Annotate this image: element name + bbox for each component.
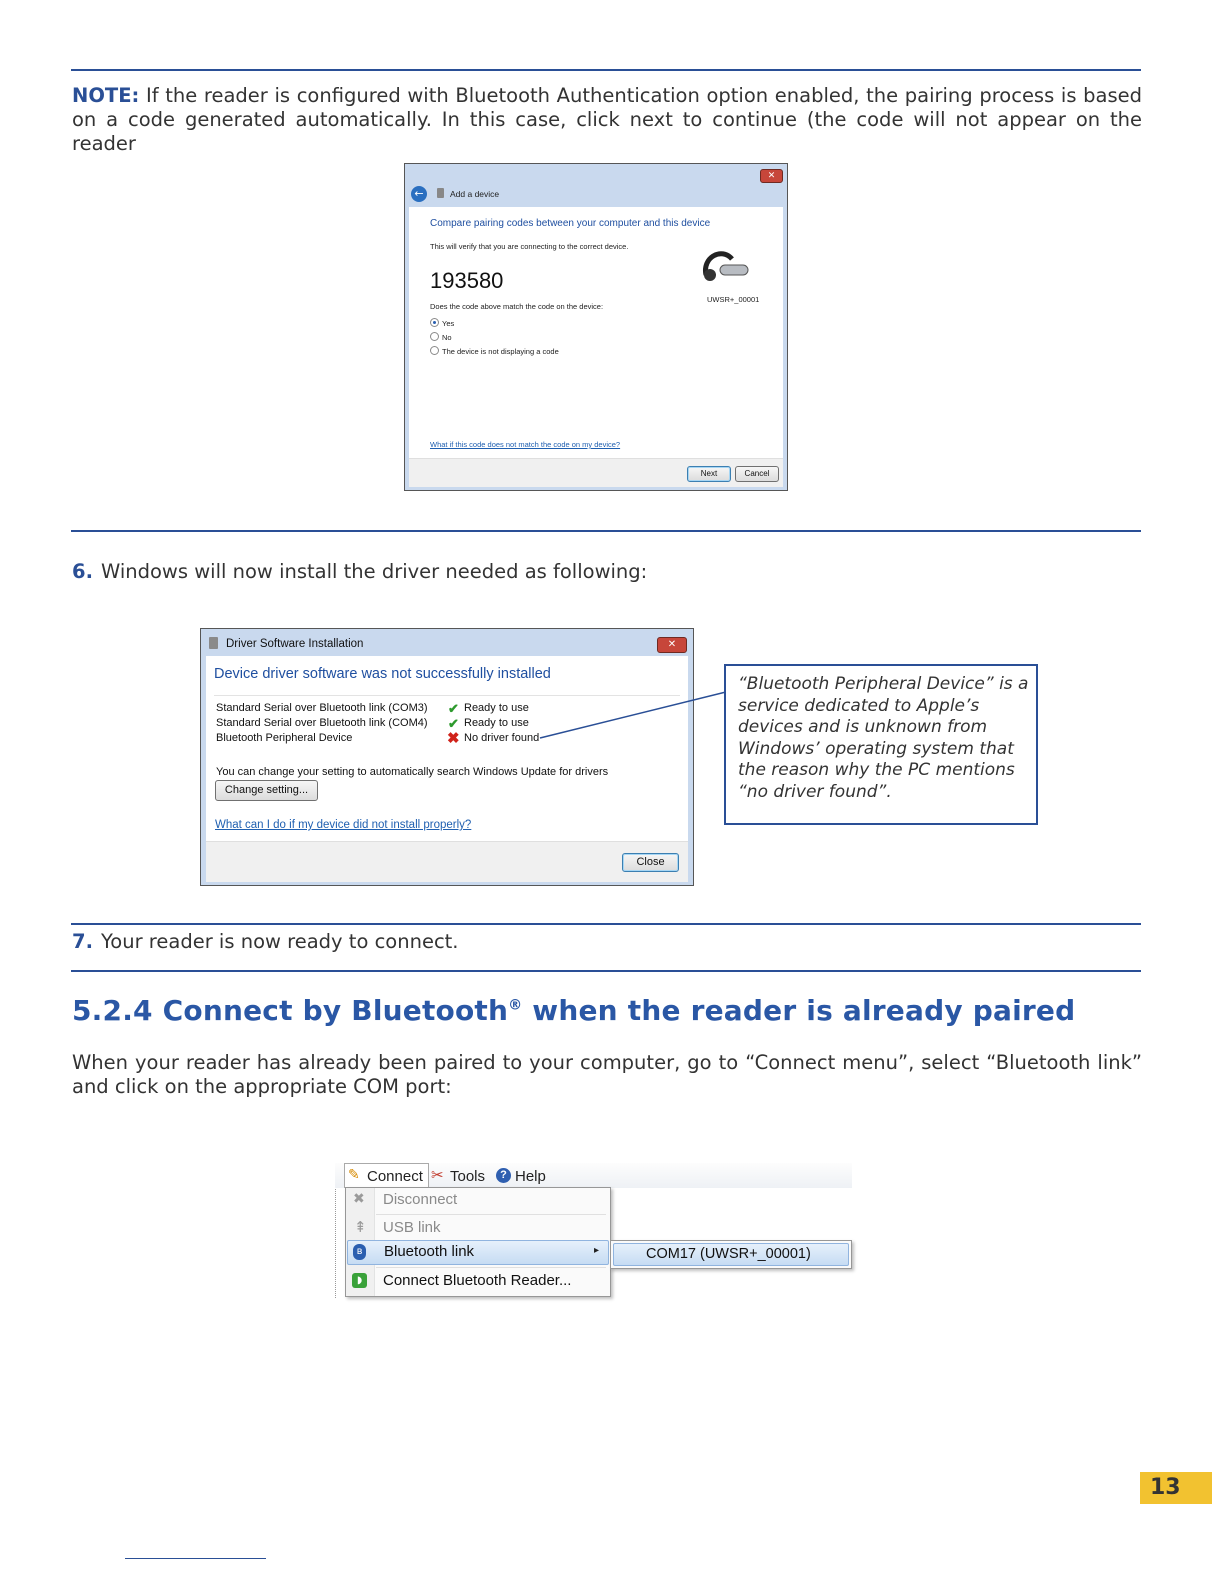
callout-box xyxy=(724,664,1038,825)
device-name: UWSR+_00001 xyxy=(707,295,760,304)
disconnect-icon: ✖ xyxy=(353,1191,365,1207)
menu-connect[interactable]: Connect xyxy=(367,1168,423,1185)
driver-heading: Device driver software was not successfully installed xyxy=(214,666,551,682)
step-7-text: Your reader is now ready to connect. xyxy=(100,930,459,953)
driver-dialog-title: Driver Software Installation xyxy=(226,638,364,650)
change-setting-button[interactable]: Change setting... xyxy=(215,780,318,801)
menu-tools[interactable]: Tools xyxy=(450,1168,486,1185)
close-icon[interactable]: ✕ xyxy=(657,637,687,653)
code-mismatch-link[interactable]: What if this code does not match the code on my device? xyxy=(430,440,621,449)
device-row-1-name: Standard Serial over Bluetooth link (COM3) xyxy=(216,702,428,714)
menu-separator xyxy=(376,1267,606,1268)
registered-mark: ® xyxy=(508,997,523,1014)
back-arrow-icon[interactable]: ← xyxy=(411,186,427,202)
check-icon: ✔ xyxy=(448,701,459,716)
pairing-question: Does the code above match the code on the device: xyxy=(430,302,604,311)
usb-icon: ⇞ xyxy=(354,1218,367,1236)
check-icon: ✔ xyxy=(448,716,459,731)
driver-help-link[interactable]: What can I do if my device did not install properly? xyxy=(215,819,472,831)
menu-help[interactable]: Help xyxy=(515,1168,546,1185)
device-row-1-status: Ready to use xyxy=(464,702,529,714)
menu-separator xyxy=(376,1214,606,1215)
menu-item-disconnect-label: Disconnect xyxy=(383,1191,458,1208)
device-row-2-name: Standard Serial over Bluetooth link (COM4) xyxy=(216,717,428,729)
dialog-title: Add a device xyxy=(450,189,500,199)
menu-item-bluetooth[interactable] xyxy=(347,1240,609,1265)
device-row-3-status: No driver found xyxy=(464,732,540,744)
note-text: If the reader is configured with Bluetooth Authentication option enabled, the pairing process is based on a code generated automatically. In this case, click next to continue (the code will not appear on the reader xyxy=(72,84,1142,155)
reader-icon: ◗ xyxy=(352,1273,367,1288)
step7-top-divider xyxy=(71,923,1141,925)
callout-line xyxy=(540,689,738,738)
connect-icon: ✎ xyxy=(348,1166,360,1182)
next-button[interactable]: Next xyxy=(687,466,731,482)
submenu-item-com17-label: COM17 (UWSR+_00001) xyxy=(646,1246,811,1262)
section-heading xyxy=(72,994,1075,1027)
driver-info: You can change your setting to automatically search Windows Update for drivers xyxy=(216,766,609,778)
pairing-subtext: This will verify that you are connecting to the correct device. xyxy=(430,242,629,251)
radio-no-label: No xyxy=(442,333,452,342)
device-row-3-name: Bluetooth Peripheral Device xyxy=(216,732,353,744)
radio-yes-label: Yes xyxy=(442,319,455,328)
menu-item-disconnect[interactable] xyxy=(346,1188,610,1212)
help-icon: ? xyxy=(496,1168,511,1183)
device-row-2-status: Ready to use xyxy=(464,717,529,729)
bluetooth-submenu xyxy=(610,1240,852,1269)
menu-item-connect-reader-label: Connect Bluetooth Reader... xyxy=(383,1272,572,1289)
callout-text: “Bluetooth Peripheral Device” is a service dedicated to Apple’s devices and is unknown from Windows’ operating system that the reason why the PC mentions “no driver found”. xyxy=(738,674,1029,802)
tools-icon: ✂ xyxy=(431,1167,444,1184)
step-6-text: Windows will now install the driver needed as following: xyxy=(100,560,648,583)
section-title-pre: 5.2.4 Connect by Bluetooth xyxy=(72,994,509,1027)
close-button[interactable]: Close xyxy=(622,853,679,872)
cancel-button[interactable]: Cancel xyxy=(735,466,779,482)
step-6-number: 6. xyxy=(72,560,93,583)
submenu-arrow-icon: ▸ xyxy=(594,1245,600,1256)
submenu-item-com17[interactable] xyxy=(613,1243,849,1266)
menu-bar xyxy=(335,1163,852,1188)
menu-item-connect-reader[interactable] xyxy=(346,1269,610,1293)
menu-item-usb[interactable] xyxy=(346,1216,610,1240)
step7-bottom-divider xyxy=(71,970,1141,972)
page-number: 13 xyxy=(1140,1472,1212,1504)
bluetooth-icon: ʙ xyxy=(353,1244,366,1260)
error-x-icon: ✖ xyxy=(447,730,460,747)
menu-item-usb-label: USB link xyxy=(383,1219,441,1236)
menu-item-bluetooth-label: Bluetooth link xyxy=(384,1243,475,1260)
footer-line xyxy=(125,1558,266,1559)
section-title-post: when the reader is already paired xyxy=(522,994,1076,1027)
step-7 xyxy=(72,930,1142,954)
step-7-number: 7. xyxy=(72,930,93,953)
connect-dropdown xyxy=(345,1187,611,1297)
section-body: When your reader has already been paired to your computer, go to “Connect menu”, select “Bluetooth link” and click on the appropriate COM port: xyxy=(72,1051,1142,1098)
radio-no-code-label: The device is not displaying a code xyxy=(442,347,559,356)
note-label: NOTE: xyxy=(72,84,140,107)
close-icon[interactable]: ✕ xyxy=(760,169,783,183)
pairing-heading: Compare pairing codes between your computer and this device xyxy=(430,218,711,229)
pairing-code: 193580 xyxy=(430,268,504,293)
